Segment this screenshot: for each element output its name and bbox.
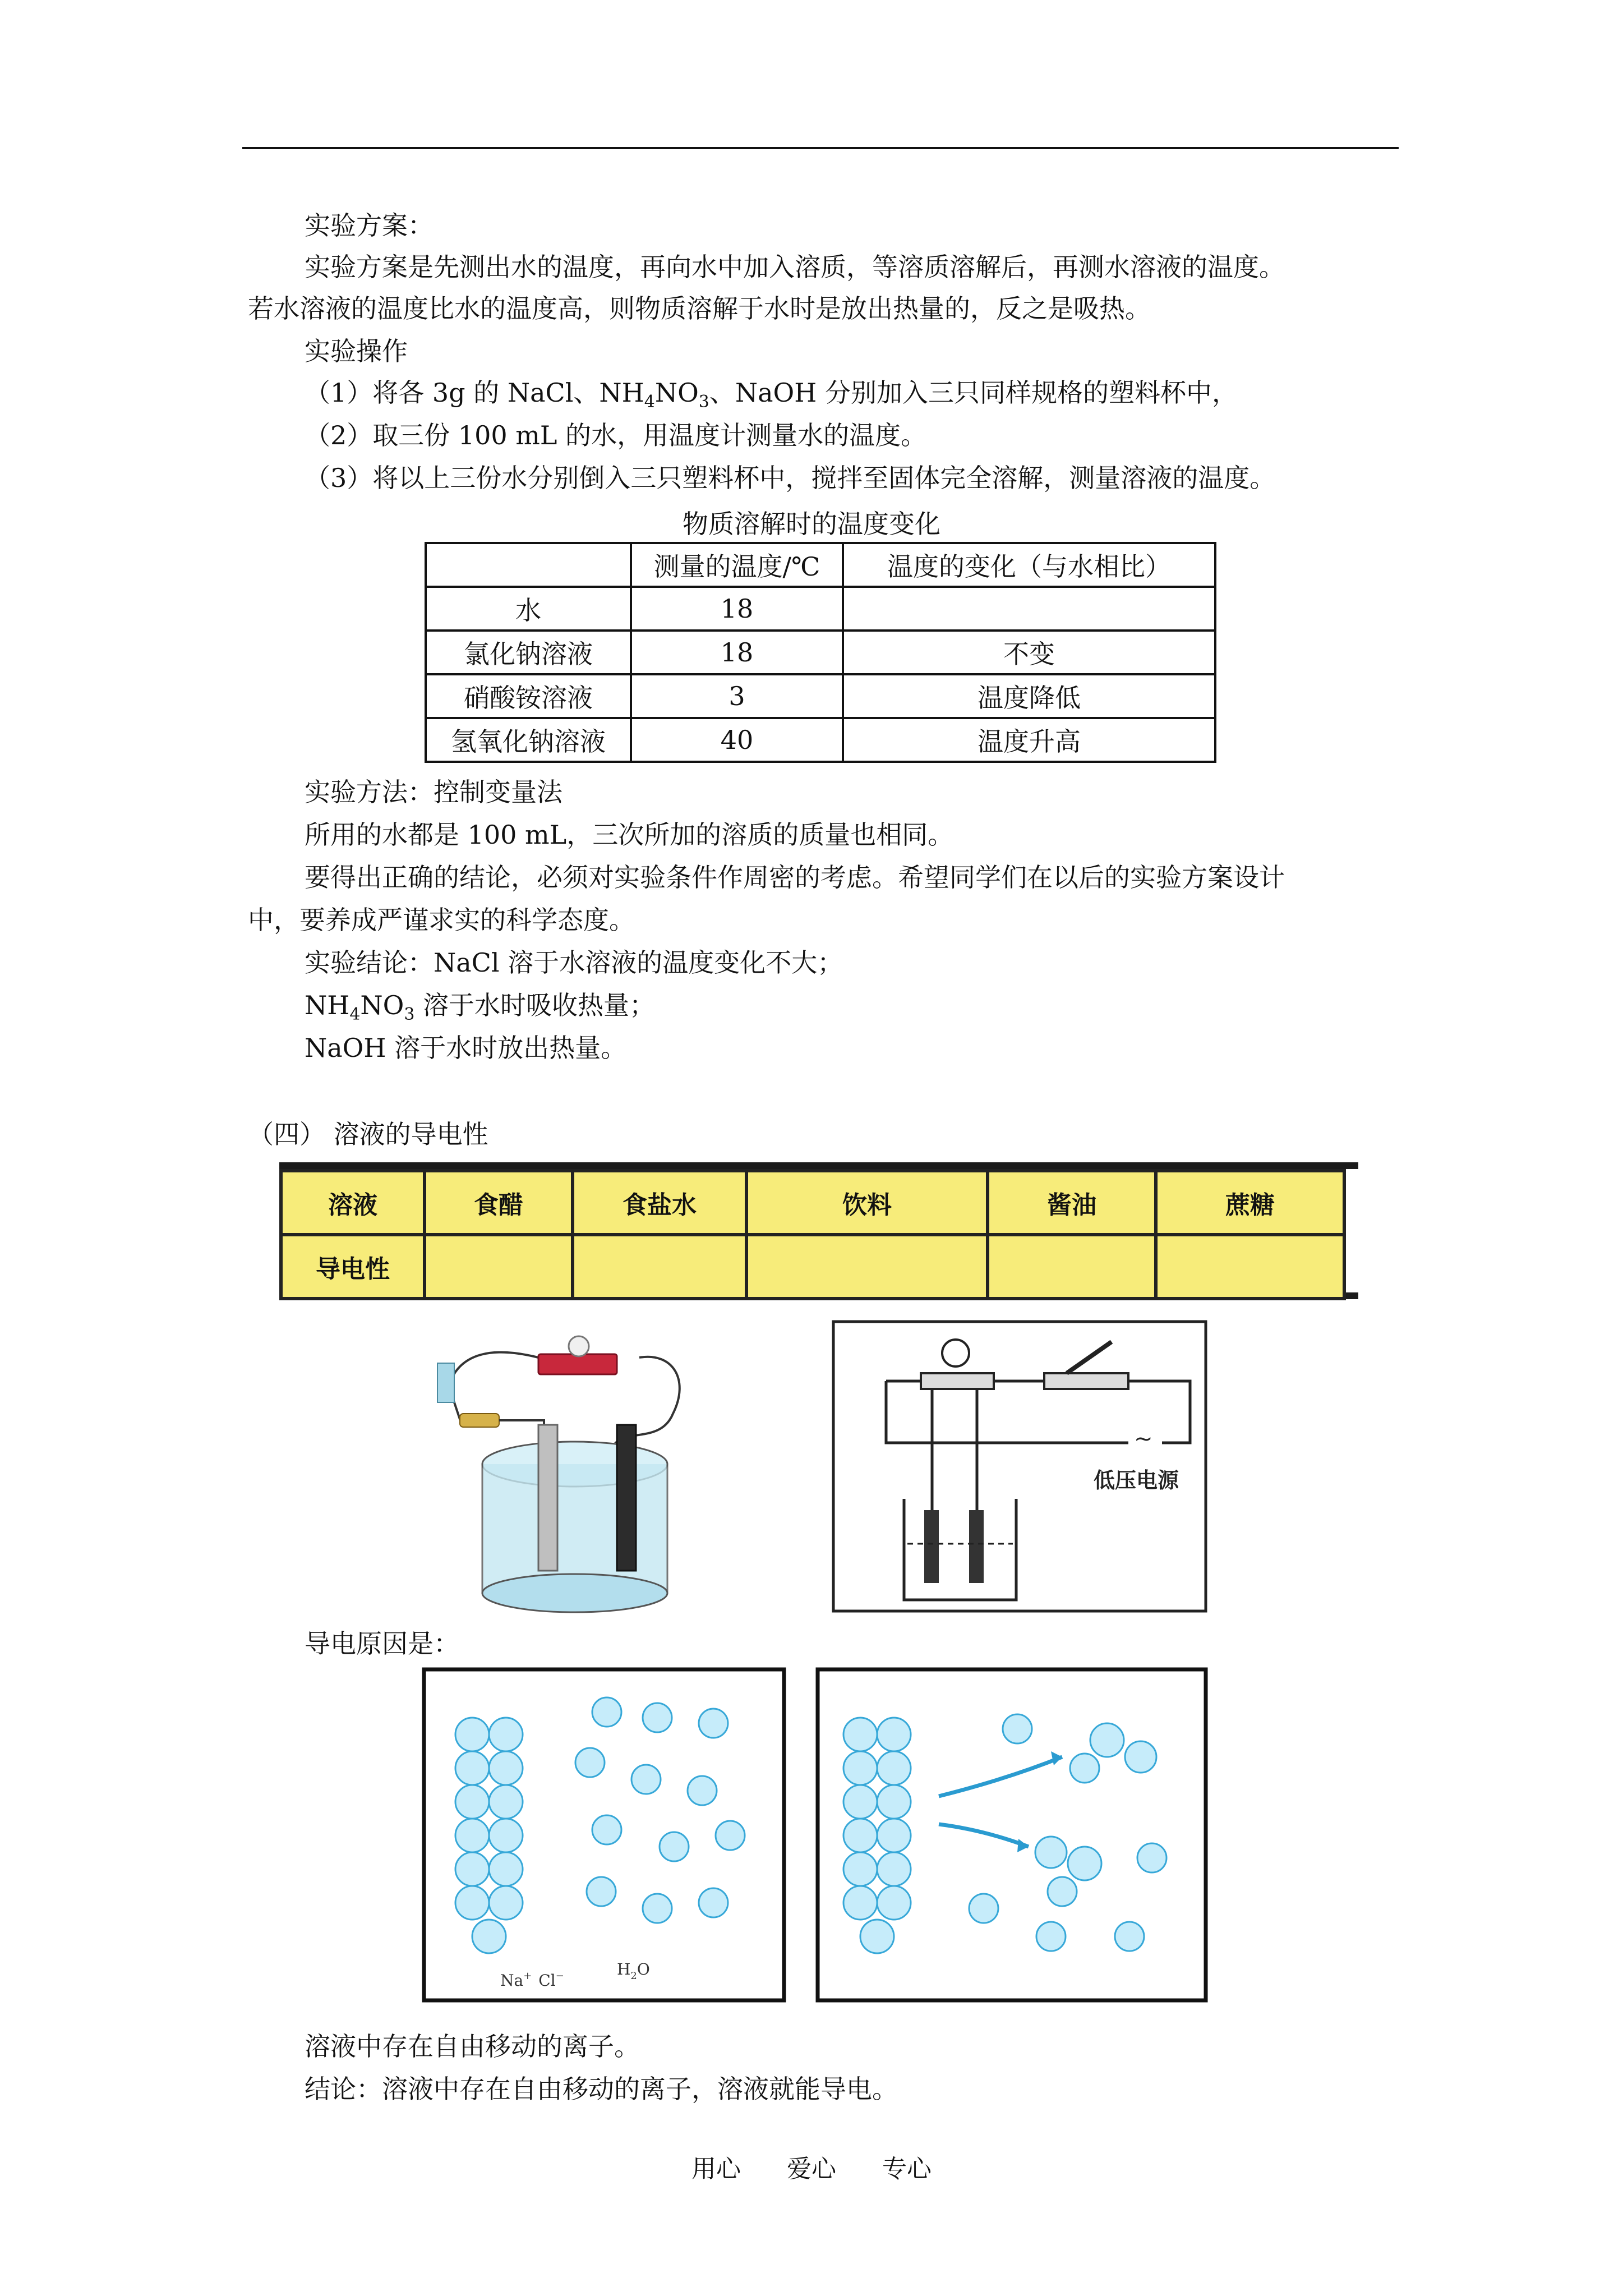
temp-table: [425, 542, 1216, 763]
table-row: [426, 587, 1215, 631]
reason-label: 导电原因是：: [305, 1628, 459, 1659]
section-4-heading: （四） 溶液的导电性: [248, 1119, 488, 1149]
operation-heading: 实验操作: [305, 336, 408, 366]
operation-step-2: （2）取三份 100 mL 的水，用温度计测量水的温度。: [305, 420, 927, 450]
table-row: [426, 718, 1215, 762]
method-line-2: 所用的水都是 100 mL，三次所加的溶质的质量也相同。: [305, 820, 954, 850]
final-conclusion: 结论：溶液中存在自由移动的离子，溶液就能导电。: [305, 2074, 898, 2104]
table-cell: 水: [426, 587, 631, 631]
table-header-cell: 食醋: [425, 1171, 573, 1235]
footer-item: 专心: [882, 2155, 932, 2183]
table-cell: [425, 1235, 573, 1299]
table-row: [426, 631, 1215, 674]
footer-item: 用心: [691, 2155, 741, 2183]
plan-line-1: 实验方案是先测出水的温度，再向水中加入溶质，等溶质溶解后，再测水溶液的温度。: [305, 252, 1285, 282]
table-header-cell: 溶液: [281, 1171, 425, 1235]
table-header-cell: 蔗糖: [1156, 1171, 1344, 1235]
table-header-cell: 测量的温度/℃: [631, 543, 843, 587]
table-cell: 不变: [843, 631, 1215, 674]
method-line-1: 实验方法：控制变量法: [305, 777, 562, 807]
table-cell: 氯化钠溶液: [426, 631, 631, 674]
plan-heading: 实验方案：: [305, 210, 434, 241]
table-cell: 温度降低: [843, 674, 1215, 718]
page-footer: [0, 2148, 1623, 2184]
table-cell: 3: [631, 674, 843, 718]
table-row: [281, 1235, 1344, 1299]
table-cell: [988, 1235, 1156, 1299]
method-line-3: 要得出正确的结论，必须对实验条件作周密的考虑。希望同学们在以后的实验方案设计: [305, 862, 1285, 892]
free-ions-text: 溶液中存在自由移动的离子。: [305, 2031, 640, 2062]
table-header-cell: 温度的变化（与水相比）: [843, 543, 1215, 587]
footer-item: 爱心: [787, 2155, 836, 2183]
header-rule: [242, 147, 1399, 149]
temp-table-caption: 物质溶解时的温度变化: [683, 509, 940, 539]
conclusion-line-1: 实验结论：NaCl 溶于水溶液的温度变化不大；: [305, 947, 843, 978]
table-cell: 氢氧化钠溶液: [426, 718, 631, 762]
table-header-row: [281, 1171, 1344, 1235]
table-cell: [1156, 1235, 1344, 1299]
operation-step-1: （1）将各 3g 的 NaCl、$NH_4NO_3$、NaOH 分别加入三只同样规格的塑料杯中，: [305, 378, 1238, 412]
table-cell: 硝酸铵溶液: [426, 674, 631, 718]
table-cell: 40: [631, 718, 843, 762]
table-cell: 18: [631, 587, 843, 631]
conclusion-line-2: $NH_4NO_3$ 溶于水时吸收热量；: [305, 990, 656, 1025]
operation-step-3: （3）将以上三份水分别倒入三只塑料杯中，搅拌至固体完全溶解，测量溶液的温度。: [305, 463, 1276, 493]
water-label: $H_2O$: [617, 1960, 650, 1982]
method-line-4: 中，要养成严谨求实的科学态度。: [248, 905, 635, 935]
table-cell: 18: [631, 631, 843, 674]
ion-label: Na+ Cl−: [500, 1970, 564, 1990]
ion-dissolution-illustration-right: [815, 1667, 1208, 2003]
table-header-row: [426, 543, 1215, 587]
table-row: [426, 674, 1215, 718]
ion-dissolution-illustration-left: [422, 1667, 786, 2003]
table-header-cell: 酱油: [988, 1171, 1156, 1235]
table-cell: [573, 1235, 746, 1299]
table-cell: 温度升高: [843, 718, 1215, 762]
plan-line-2: 若水溶液的温度比水的温度高，则物质溶解于水时是放出热量的，反之是吸热。: [248, 293, 1151, 324]
table-cell: 导电性: [281, 1235, 425, 1299]
circuit-diagram: [831, 1319, 1208, 1613]
table-cell: [746, 1235, 988, 1299]
beaker-circuit-illustration: [426, 1329, 718, 1621]
table-header-cell: 食盐水: [573, 1171, 746, 1235]
table-header-cell: 饮料: [746, 1171, 988, 1235]
table-header-cell: [426, 543, 631, 587]
conductivity-table: [279, 1169, 1346, 1300]
power-label: 低压电源: [1094, 1468, 1179, 1493]
svg-text:~: ~: [1134, 1426, 1153, 1452]
table-cell: [843, 587, 1215, 631]
conclusion-line-3: NaOH 溶于水时放出热量。: [305, 1033, 627, 1063]
